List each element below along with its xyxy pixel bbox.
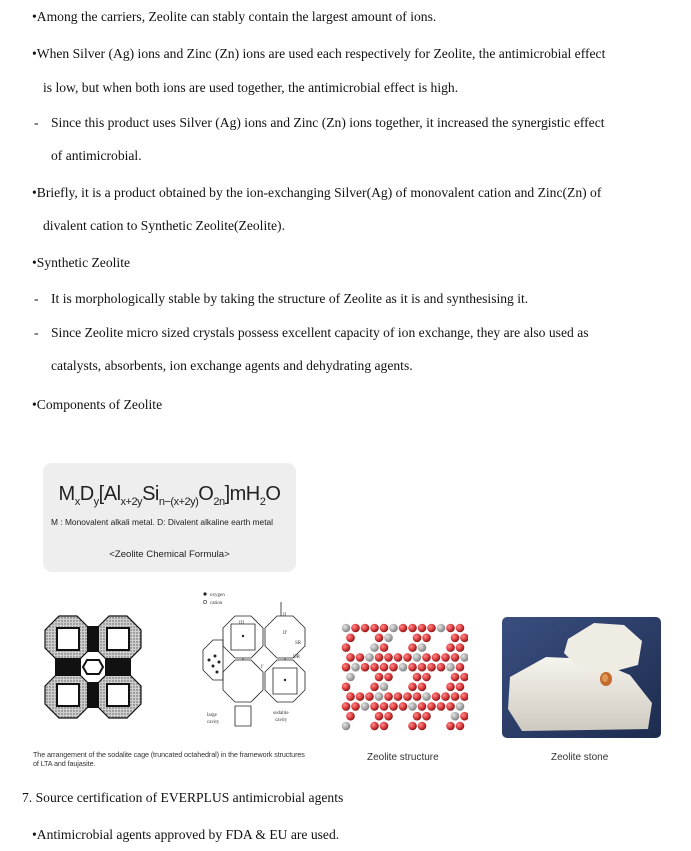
molecule-atom: [342, 702, 351, 711]
molecule-atom: [408, 624, 417, 633]
molecule-atom: [380, 683, 389, 692]
molecule-atom: [441, 692, 450, 701]
molecule-atom: [446, 683, 455, 692]
molecule-atom: [356, 692, 365, 701]
formula-caption: <Zeolite Chemical Formula>: [109, 549, 230, 560]
molecule-atom: [380, 722, 389, 731]
molecule-atom: [451, 712, 460, 721]
section-7-paragraph: •Antimicrobial agents approved by FDA & EU are used.: [32, 827, 340, 842]
molecule-atom: [399, 624, 408, 633]
formula-note: M : Monovalent alkali metal. D: Divalent alkaline earth metal: [51, 517, 274, 527]
molecule-atom: [351, 624, 360, 633]
molecule-atom: [408, 722, 417, 731]
paragraph-ion-exchange-text: Since Zeolite micro sized crystals possess excellent capacity of ion exchange, they are also used as: [51, 325, 589, 340]
molecule-atom: [460, 653, 468, 662]
molecule-atom: [408, 702, 417, 711]
molecule-atom: [380, 624, 389, 633]
molecule-atom: [346, 692, 355, 701]
molecule-atom: [422, 692, 431, 701]
molecule-atom: [456, 624, 465, 633]
molecule-atom: [370, 722, 379, 731]
molecule-atom: [375, 692, 384, 701]
molecule-atom: [456, 643, 465, 652]
molecule-atom: [384, 712, 393, 721]
molecule-atom: [427, 702, 436, 711]
molecule-atom: [460, 673, 468, 682]
region-label-ii: II: [283, 613, 287, 618]
molecule-atom: [351, 702, 360, 711]
molecule-atom: [427, 624, 436, 633]
molecule-atom: [365, 653, 374, 662]
molecule-atom: [370, 663, 379, 672]
molecule-atom: [446, 702, 455, 711]
molecule-atom: [346, 712, 355, 721]
molecule-atom: [394, 653, 403, 662]
molecule-atom: [456, 702, 465, 711]
molecule-atom: [413, 673, 422, 682]
molecule-atom: [342, 722, 351, 731]
dash-marker: -: [34, 291, 39, 306]
paragraph-carriers: •Among the carriers, Zeolite can stably contain the largest amount of ions.: [32, 9, 437, 24]
molecule-atom: [451, 653, 460, 662]
sodalite-framework-illustration: [37, 602, 149, 732]
molecule-atom: [342, 643, 351, 652]
molecule-atom: [418, 683, 427, 692]
large-cavity-label-2: cavity: [207, 720, 220, 725]
region-label-sr: SR: [295, 641, 302, 646]
region-label-ii-prime: II': [283, 631, 288, 636]
molecule-atom: [422, 712, 431, 721]
molecule-atom: [451, 673, 460, 682]
molecule-atom: [408, 683, 417, 692]
molecule-atom: [399, 663, 408, 672]
molecule-atom: [370, 624, 379, 633]
molecule-atom: [370, 683, 379, 692]
molecule-atom: [403, 692, 412, 701]
molecule-atom: [432, 692, 441, 701]
molecule-atom: [418, 624, 427, 633]
sodalite-caption-line-1: The arrangement of the sodalite cage (truncated octahedral) in the framework structures: [33, 750, 305, 759]
zeolite-formula: $M_xD_y[Al_{x+2y}Si_{n-(x+2y)}O_{2n}]mH_2O$: [58, 483, 281, 508]
zeolite-molecular-structure-image: [340, 622, 468, 734]
molecule-atom: [384, 673, 393, 682]
molecule-atom: [375, 712, 384, 721]
molecule-atom: [427, 663, 436, 672]
molecule-atom: [441, 653, 450, 662]
molecule-atom: [375, 673, 384, 682]
sodalite-caption: [33, 751, 323, 768]
molecule-atom: [432, 653, 441, 662]
molecule-atom: [418, 722, 427, 731]
sodalite-cavity-label-2: cavity: [275, 718, 288, 723]
paragraph-ions-2: is low, but when both ions are used together, the antimicrobial effect is high.: [43, 80, 459, 95]
zeolite-stone-caption: Zeolite stone: [551, 752, 609, 763]
molecule-atom: [375, 634, 384, 643]
molecule-atom: [351, 663, 360, 672]
dash-marker: -: [34, 115, 39, 130]
molecule-atom: [446, 643, 455, 652]
paragraph-synergy-1: [34, 114, 605, 132]
molecule-atom: [446, 722, 455, 731]
large-cavity-label-1: large: [207, 713, 217, 718]
paragraph-ion-exchange-2: catalysts, absorbents, ion exchange agents and dehydrating agents.: [51, 358, 413, 373]
molecule-atom: [389, 624, 398, 633]
molecule-atom: [370, 643, 379, 652]
molecule-atom: [456, 683, 465, 692]
paragraph-components: •Components of Zeolite: [32, 397, 163, 412]
oxygen-label: oxygen: [210, 593, 225, 598]
molecule-atom: [413, 712, 422, 721]
molecule-atom: [418, 643, 427, 652]
molecule-atom: [456, 722, 465, 731]
paragraph-synthetic-zeolite: •Synthetic Zeolite: [32, 255, 131, 270]
sodalite-cavity-label-1: sodalite: [273, 711, 289, 716]
molecule-atom: [413, 653, 422, 662]
molecule-atom: [422, 673, 431, 682]
molecule-atom: [361, 624, 370, 633]
paragraph-ion-exchange-1: [34, 324, 589, 342]
zeolite-structure-caption: Zeolite structure: [367, 752, 439, 763]
molecule-atom: [356, 653, 365, 662]
paragraph-synergy-text: Since this product uses Silver (Ag) ions and Zinc (Zn) ions together, it increased the synergistic effect: [51, 115, 605, 130]
molecule-atom: [370, 702, 379, 711]
molecule-atom: [418, 663, 427, 672]
molecule-atom: [346, 653, 355, 662]
molecule-atom: [422, 653, 431, 662]
molecule-atom: [394, 692, 403, 701]
molecule-atom: [342, 683, 351, 692]
molecule-atom: [375, 653, 384, 662]
molecule-atom: [384, 692, 393, 701]
paragraph-ions-1: •When Silver (Ag) ions and Zinc (Zn) ions are used each respectively for Zeolite, the antimicrobial effect: [32, 46, 606, 61]
zeolite-formula-box: [43, 463, 296, 572]
molecule-atom: [384, 653, 393, 662]
molecule-atom: [346, 673, 355, 682]
molecule-atom: [422, 634, 431, 643]
region-label-iii: III: [239, 621, 244, 626]
molecule-atom: [413, 692, 422, 701]
molecule-atom: [389, 702, 398, 711]
molecule-atom: [399, 702, 408, 711]
section-7-heading: 7. Source certification of EVERPLUS antimicrobial agents: [22, 790, 344, 805]
molecule-atom: [408, 663, 417, 672]
molecule-atom: [446, 624, 455, 633]
paragraph-synergy-2: of antimicrobial.: [51, 148, 142, 163]
molecule-atom: [437, 663, 446, 672]
region-label-i-prime: I': [261, 665, 264, 670]
paragraph-morphology: [34, 290, 528, 308]
molecule-atom: [361, 663, 370, 672]
molecule-atom: [413, 634, 422, 643]
paragraph-briefly-2: divalent cation to Synthetic Zeolite(Zeolite).: [43, 218, 285, 233]
molecule-atom: [451, 634, 460, 643]
molecule-atom: [361, 702, 370, 711]
molecule-atom: [346, 634, 355, 643]
molecule-atom: [380, 643, 389, 652]
molecule-atom: [389, 663, 398, 672]
molecule-atom: [403, 653, 412, 662]
zeolite-stone-photo: [502, 617, 661, 738]
cation-label: cation: [210, 601, 223, 606]
molecule-atom: [451, 692, 460, 701]
molecule-atom: [437, 702, 446, 711]
molecule-atom: [365, 692, 374, 701]
sodalite-caption-line-2: of LTA and faujasite.: [33, 758, 96, 768]
faujasite-cage-diagram: [195, 588, 320, 736]
molecule-atom: [380, 663, 389, 672]
region-label-dr: DR: [293, 655, 300, 660]
paragraph-morphology-text: It is morphologically stable by taking the structure of Zeolite as it is and synthesising it.: [51, 291, 529, 306]
dash-marker: -: [34, 325, 39, 340]
molecule-atom: [342, 624, 351, 633]
molecule-atom: [460, 712, 468, 721]
molecule-atom: [456, 663, 465, 672]
molecule-atom: [446, 663, 455, 672]
molecule-atom: [380, 702, 389, 711]
molecule-atom: [460, 634, 468, 643]
paragraph-briefly-1: •Briefly, it is a product obtained by the ion-exchanging Silver(Ag) of monovalent cation and Zinc(Zn) of: [32, 185, 602, 200]
molecule-atom: [342, 663, 351, 672]
molecule-atom: [408, 643, 417, 652]
molecule-atom: [460, 692, 468, 701]
molecule-atom: [418, 702, 427, 711]
molecule-atom: [437, 624, 446, 633]
molecule-atom: [384, 634, 393, 643]
